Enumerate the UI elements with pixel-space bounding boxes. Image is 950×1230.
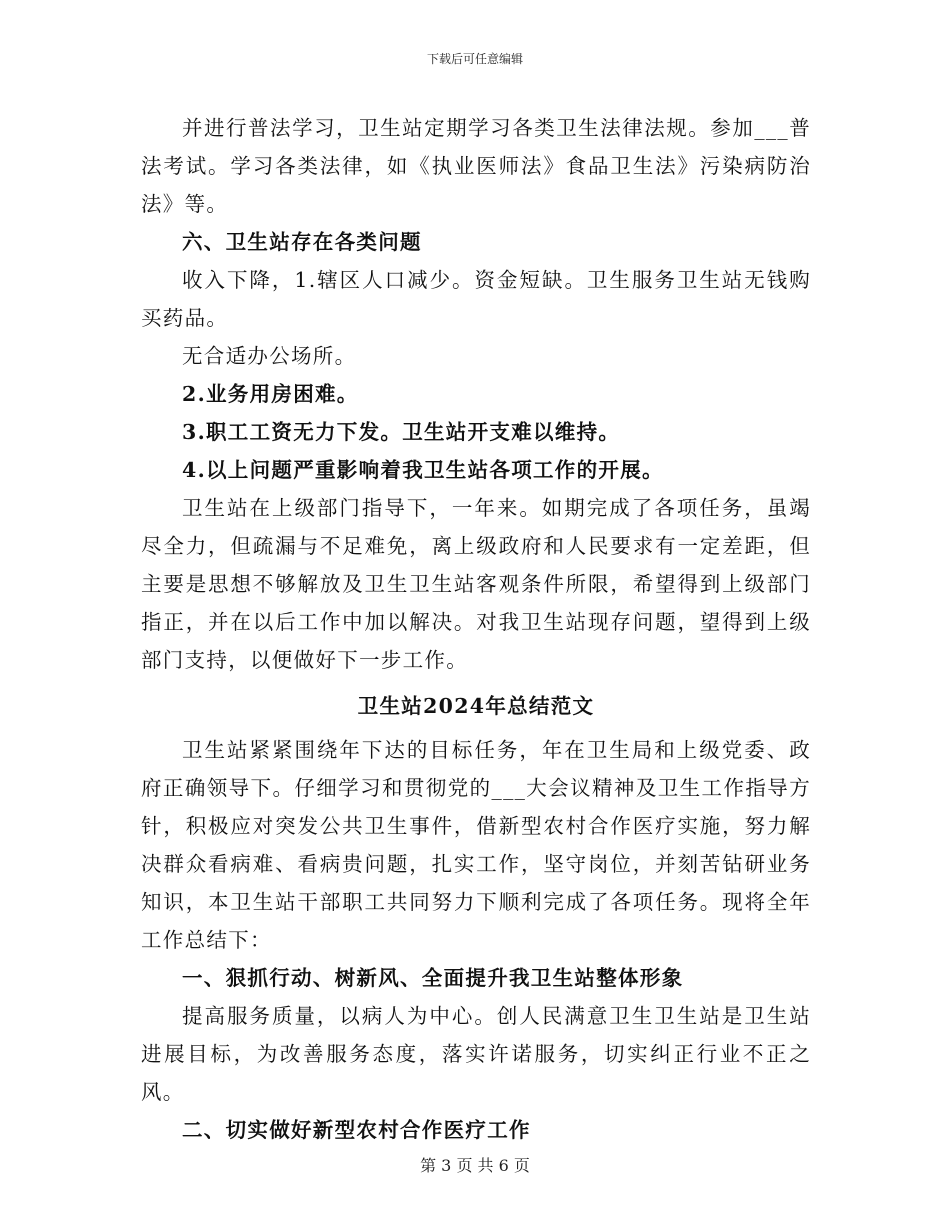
paragraph-income-decline: 收入下降，1.辖区人口减少。资金短缺。卫生服务卫生站无钱购买药品。 — [141, 268, 811, 330]
paragraph-no-office: 无合适办公场所。 — [182, 344, 357, 368]
paragraph-intro: 卫生站紧紧围绕年下达的目标任务，年在卫生局和上级党委、政府正确领导下。仔细学习和贯彻党的___大会议精神及卫生工作指导方针，积极应对突发公共卫生事件，借新型农村合作医疗实施，努力解决群众看病难、看病贵问题，扎实工作，坚守岗位，并刻苦钻研业务知识，本卫生站干部职工共同努力下顺利完成了各项任务。现将全年工作总结下： — [141, 738, 811, 952]
document-body — [141, 109, 811, 1149]
section-heading-problems: 六、卫生站存在各类问题 — [182, 230, 422, 254]
section-heading-cooperative-medical: 二、切实做好新型农村合作医疗工作 — [182, 1118, 531, 1142]
section-heading-image: 一、狠抓行动、树新风、全面提升我卫生站整体形象 — [182, 966, 684, 990]
page-header: 下载后可任意编辑 — [426, 52, 523, 66]
paragraph-service-quality: 提高服务质量，以病人为中心。创人民满意卫生卫生站是卫生站进展目标，为改善服务态度，落实许诺服务，切实纠正行业不正之风。 — [141, 1004, 811, 1104]
paragraph-conclusion: 卫生站在上级部门指导下，一年来。如期完成了各项任务，虽竭尽全力，但疏漏与不足难免，离上级政府和人民要求有一定差距，但主要是思想不够解放及卫生卫生站客观条件所限，希望得到上级部门指正，并在以后工作中加以解决。对我卫生站现存问题，望得到上级部门支持，以便做好下一步工作。 — [141, 496, 811, 672]
page-number: 第 3 页 共 6 页 — [420, 1156, 530, 1175]
list-item-impact: 4.以上问题严重影响着我卫生站各项工作的开展。 — [182, 458, 664, 482]
paragraph-legal-study: 并进行普法学习，卫生站定期学习各类卫生法律法规。参加___普法考试。学习各类法律，如《执业医师法》食品卫生法》污染病防治法》等。 — [141, 116, 811, 216]
list-item-wages: 3.职工工资无力下发。卫生站开支难以维持。 — [182, 420, 621, 444]
list-item-housing: 2.业务用房困难。 — [182, 382, 359, 406]
document-title: 卫生站2024年总结范文 — [357, 694, 595, 718]
